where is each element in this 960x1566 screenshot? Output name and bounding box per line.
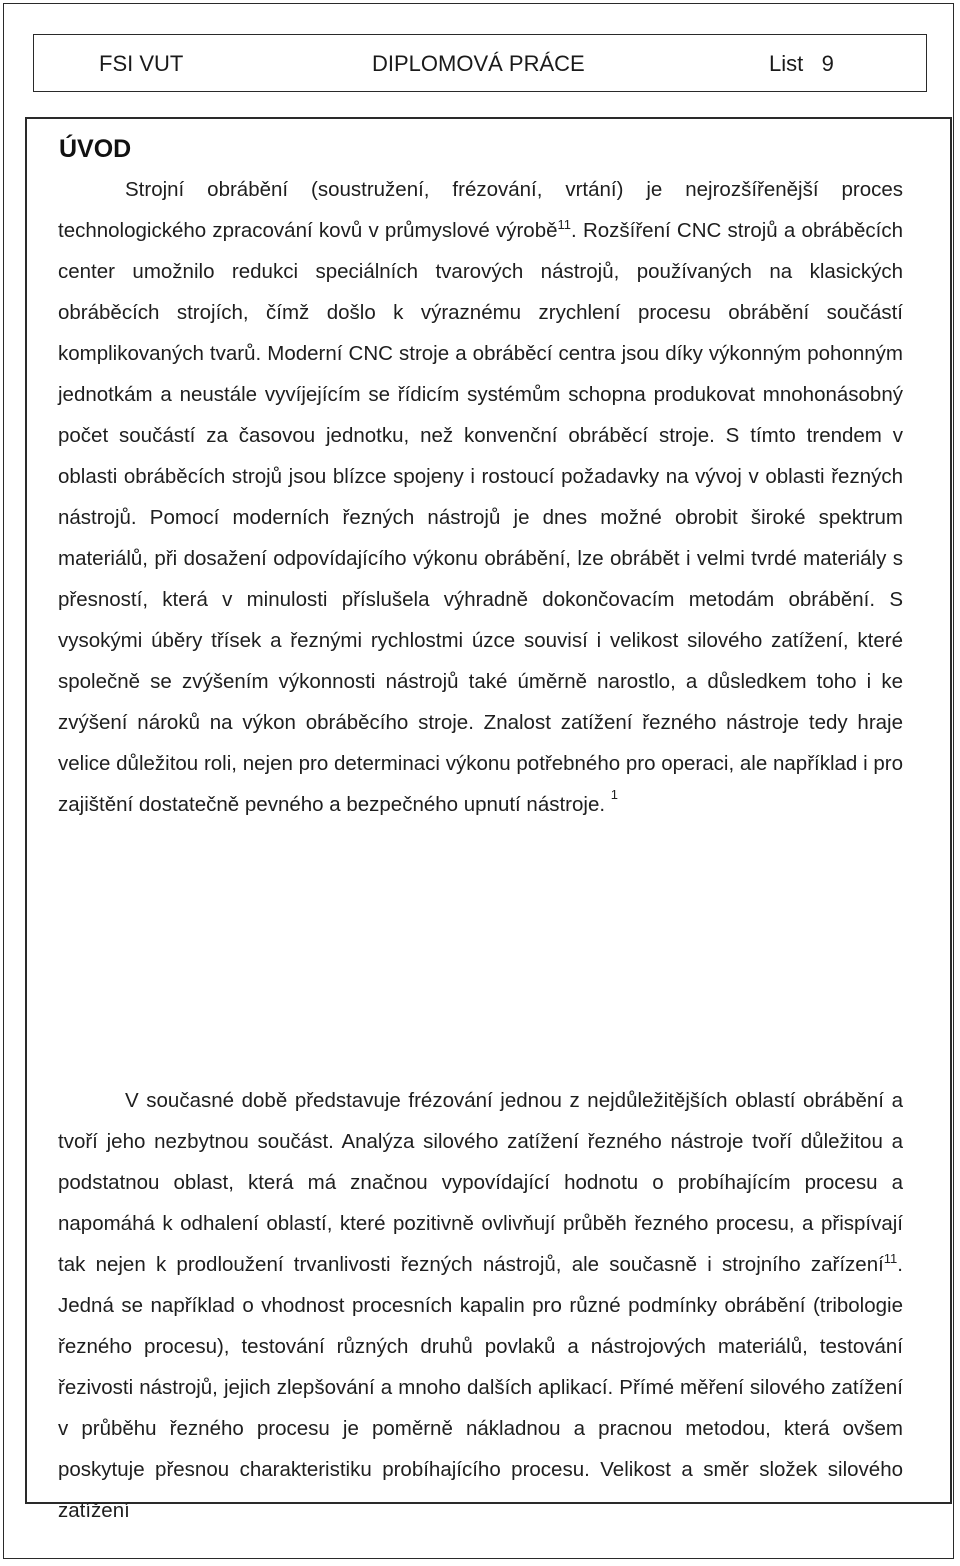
section-title: ÚVOD (59, 135, 132, 163)
paragraph-2-text-a: V současné době představuje frézování jednou z nejdůležitějších oblastí obrábění a tvoří jeho nezbytnou součást. Analýza silového zatížení řezného nástroje tvoří důležitou a podstatnou oblast, která má značnou vypovídající hodnotu o probíhajícím procesu a napomáhá k odhalení oblastí, které pozitivně ovlivňují průběh řezného procesu, a přispívají tak nejen k prodloužení trvanlivosti řezných nástrojů, ale současně i strojního zařízení (58, 1089, 903, 1276)
paragraph-1 (58, 169, 903, 825)
citation-ref: 11 (557, 217, 572, 233)
paragraph-2 (58, 1080, 903, 1531)
paragraph-1-text-a: Strojní obrábění (soustružení, frézování, vrtání) je nejrozšířenější proces technologického zpracování kovů v průmyslové výrobě (58, 178, 903, 242)
page-header (33, 34, 927, 92)
citation-ref: 1 (610, 787, 619, 803)
content-area (25, 117, 952, 1522)
header-document-type: DIPLOMOVÁ PRÁCE (372, 51, 585, 76)
paragraph-1-text-b: . Rozšíření CNC strojů a obráběcích center umožnilo redukci speciálních tvarových nástrojů, používaných na klasických obráběcích strojích, čímž došlo k výraznému zrychlení procesu obrábění součástí komplikovaných tvarů. Moderní CNC stroje a obráběcí centra jsou díky výkonným pohonným jednotkám a neustále vyvíjejícím se řídicím systémům schopna produkovat mnohonásobný počet součástí za časovou jednotku, než konvenční obráběcí stroje. S tímto trendem v oblasti obráběcích strojů jsou blízce spojeny i rostoucí požadavky na vývoj v oblasti řezných nástrojů. Pomocí moderních řezných nástrojů je dnes možné obrobit široké spektrum materiálů, při dosažení odpovídajícího výkonu obrábění, lze obrábět i velmi tvrdé materiály s přesností, která v minulosti příslušela výhradně dokončovacím metodám obrábění. S vysokými úběry třísek a řeznými rychlostmi úzce souvisí i velikost silového zatížení, které společně se zvýšením výkonnosti nástrojů také úměrně narostlo, a důsledkem toho i ke zvýšení nároků na výkon obráběcího stroje. Znalost zatížení řezného nástroje tedy hraje velice důležitou roli, nejen pro determinaci výkonu potřebného pro operaci, ale například i pro zajištění dostatečně pevného a bezpečného upnutí nástroje. (58, 219, 903, 816)
citation-ref: 11 (883, 1251, 898, 1267)
paragraph-2-text-b: . Jedná se například o vhodnost procesních kapalin pro různé podmínky obrábění (tribologie řezného procesu), testování různých druhů povlaků a nástrojových materiálů, testování řezivosti nástrojů, jejich zlepšování a mnoho dalších aplikací. Přímé měření silového zatížení v průběhu řezného procesu je poměrně nákladnou a pracnou metodou, která ovšem poskytuje přesnou charakteristiku probíhajícího procesu. Velikost a směr složek silového zatížení (58, 1253, 903, 1522)
header-institution: FSI VUT (99, 51, 184, 76)
header-page-number: List 9 (769, 51, 834, 76)
